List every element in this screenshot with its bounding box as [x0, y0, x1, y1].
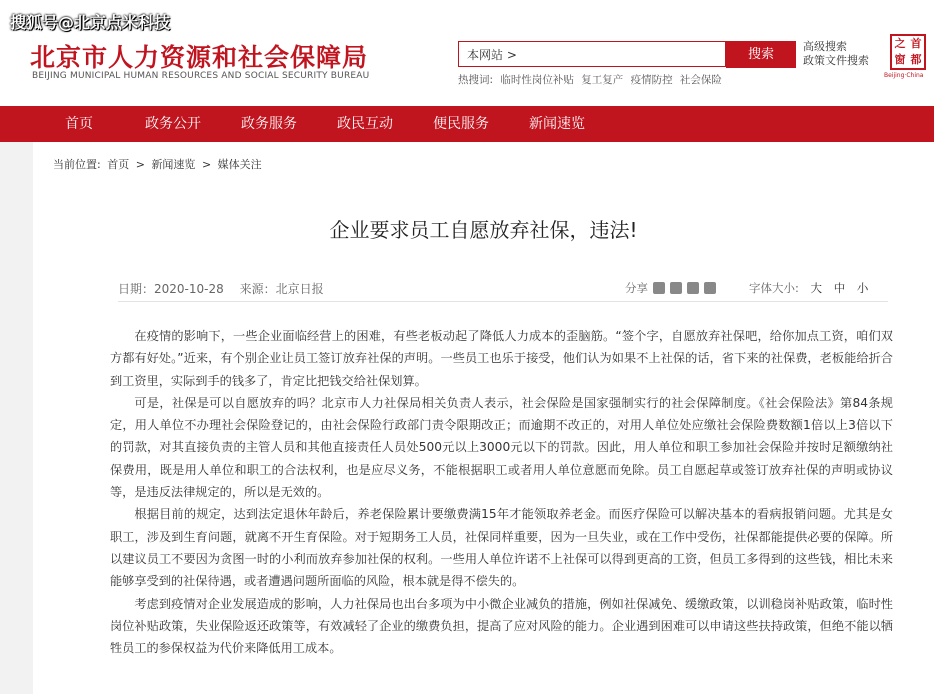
article-paragraph: 考虑到疫情对企业发展造成的影响，人力社保局也出台多项为中小微企业减负的措施，例如社保减免、缓缴政策，以训稳岗补贴政策，临时性岗位补贴政策，失业保险返还政策等，有效减轻了企业的缴费负担，提高了应对风险的能力。企业遇到困难可以申请这些扶持政策，但绝不能以牺牲员工的参保权益为代价来降低用工成本。 [110, 596, 893, 656]
breadcrumb-news[interactable]: 新闻速览 [151, 158, 196, 171]
article-title: 企业要求员工自愿放弃社保，违法! [329, 218, 638, 242]
article-paragraph: 可是，社保是可以自愿放弃的吗？北京市人力社保局相关负责人表示，社会保险是国家强制实行的社会保障制度。《社会保险法》第84条规定，用人单位不办理社会保险登记的，由社会保险行政部门责令限期改正；而逾期不改正的，对用人单位处应缴社会保险费数额1倍以上3倍以下的罚款，对其直接负责的主管人员和其他直接责任人员处500元以上3000元以下的罚款。因此，用人单位和职工参加社会保险并按时足额缴纳社保费用，既是用人单位和职工的合法权利，也是应尽义务，不能根据职工或者用人单位意愿而免除。员工自愿起草或签订放弃社保的声明或协议等，是违反法律规定的，所以是无效的。 [110, 395, 893, 500]
breadcrumb-separator: > [135, 158, 145, 171]
breadcrumb [53, 156, 265, 172]
article-body [110, 325, 893, 659]
hotwords-label: 热搜词: [458, 74, 494, 86]
capital-logo-char: 首 [910, 37, 922, 50]
search-input[interactable]: 本网站 > [458, 41, 726, 67]
search-links [803, 40, 869, 68]
site-header [0, 0, 934, 106]
nav-government-services[interactable]: 政务服务 [241, 116, 297, 132]
article-source: 来源：北京日报 [239, 282, 324, 296]
hot-search-words [458, 72, 726, 87]
capital-logo-char: 都 [910, 53, 922, 66]
qzone-share-icon[interactable] [687, 282, 699, 294]
nav-convenience-services[interactable]: 便民服务 [433, 116, 489, 132]
wechat-share-icon[interactable] [670, 282, 682, 294]
source-watermark: 搜狐号@北京点米科技 [10, 13, 171, 32]
article-paragraph: 根据目前的规定，达到法定退休年龄后，养老保险累计要缴费满15年才能领取养老金。而医疗保险可以解决基本的看病报销问题。尤其是女职工，涉及到生育问题，就离不开生育保险。对于短期务工人员，社保同样重要，因为一旦失业，或在工作中受伤，社保都能提供必要的保障。所以建议员工不要因为贪图一时的小利而放弃参加社保的权利。一些用人单位许诺不上社保可以得到更高的工资，但员工多得到的这些钱，相比未来能够享受到的社保待遇，或者遭遇问题所面临的风险，根本就是得不偿失的。 [110, 507, 893, 589]
article-meta [118, 280, 336, 297]
font-size-medium[interactable]: 中 [833, 281, 846, 295]
nav-public-interaction[interactable]: 政民互动 [337, 116, 393, 132]
font-size-large[interactable]: 大 [810, 281, 823, 295]
nav-home[interactable]: 首页 [65, 116, 93, 132]
breadcrumb-separator: > [201, 158, 212, 171]
main-navigation [0, 106, 934, 142]
policy-search-link[interactable]: 政策文件搜索 [803, 54, 869, 67]
breadcrumb-media[interactable]: 媒体关注 [217, 158, 262, 171]
capital-logo-char: 之 [894, 37, 906, 50]
font-size-label: 字体大小: [749, 281, 799, 295]
hotword-link[interactable]: 疫情防控 [630, 74, 673, 86]
article-date: 日期：2020-10-28 [118, 282, 224, 296]
hotword-link[interactable]: 社会保险 [679, 74, 722, 86]
hotword-link[interactable]: 临时性岗位补贴 [500, 74, 574, 86]
font-size-small[interactable]: 小 [856, 281, 869, 295]
more-share-icon[interactable] [704, 282, 716, 294]
bureau-logo-title[interactable]: 北京市人力资源和社会保障局 [30, 43, 369, 72]
hotword-link[interactable]: 复工复产 [581, 74, 624, 86]
capital-logo-subtitle: Beijing·China [884, 72, 924, 79]
search-button[interactable]: 搜索 [726, 41, 796, 68]
capital-logo-char: 窗 [894, 53, 906, 66]
breadcrumb-home[interactable]: 首页 [107, 158, 130, 171]
breadcrumb-label: 当前位置: [53, 158, 101, 171]
nav-news[interactable]: 新闻速览 [529, 116, 585, 132]
bureau-logo-subtitle: BEIJING MUNICIPAL HUMAN RESOURCES AND SOCIAL SECURITY BUREAU [32, 71, 370, 81]
article-paragraph: 在疫情的影响下，一些企业面临经营上的困难，有些老板动起了降低人力成本的歪脑筋。“签个字，自愿放弃社保吧，给你加点工资，咱们双方都有好处。”近来，有个别企业让员工签订放弃社保的声明。一些员工也乐于接受，他们认为如果不上社保的话，省下来的社保费，老板能给折合到工资里，实际到手的钱多了，肯定比把钱交给社保划算。 [110, 329, 893, 388]
nav-government-affairs[interactable]: 政务公开 [145, 116, 201, 132]
font-size-control [749, 280, 868, 296]
advanced-search-link[interactable]: 高级搜索 [803, 40, 847, 53]
weibo-share-icon[interactable] [653, 282, 665, 294]
article-panel [33, 142, 934, 694]
share-bar [625, 280, 716, 296]
capital-window-logo[interactable] [890, 34, 926, 70]
share-label: 分享 [625, 281, 648, 295]
meta-divider [118, 301, 888, 302]
